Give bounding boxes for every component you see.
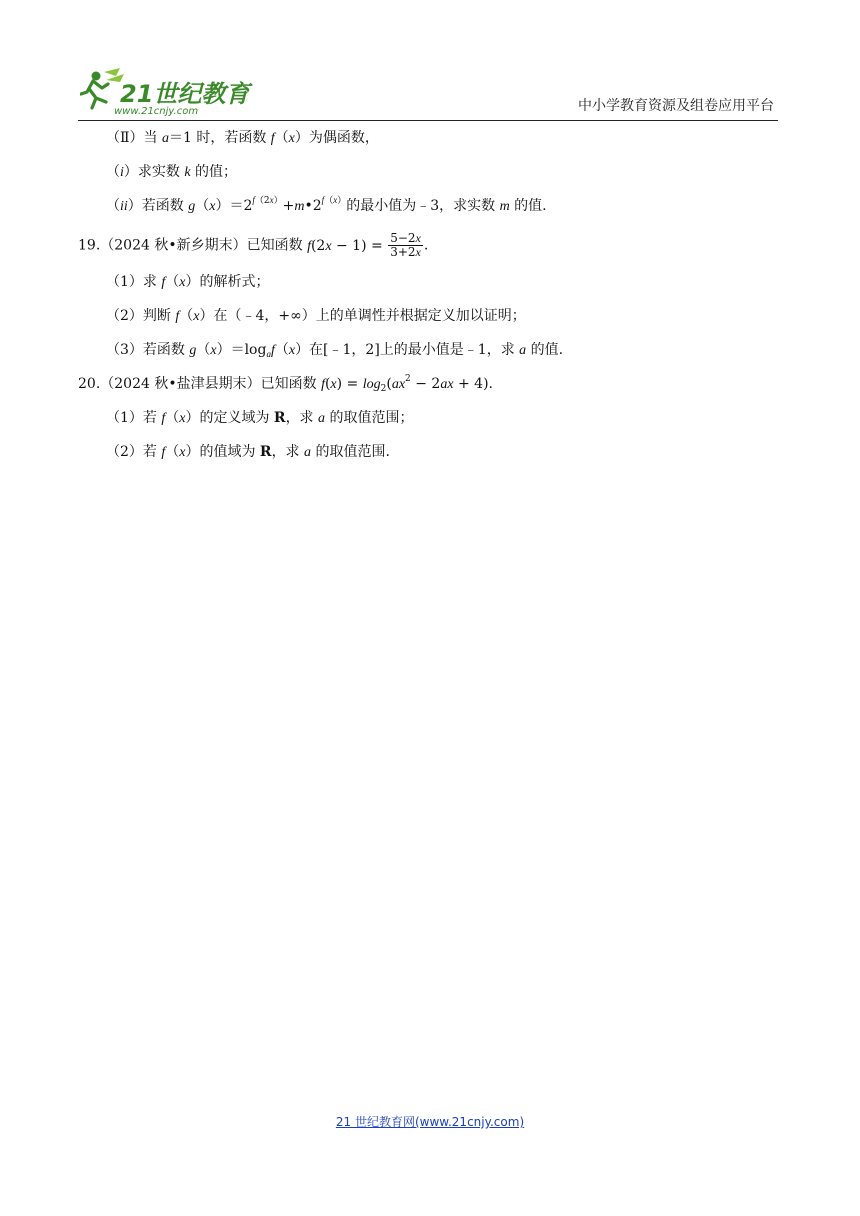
- q19-part2: （2）判断 f（x）在（﹣4，+∞）上的单调性并根据定义加以证明；: [106, 308, 526, 324]
- page-footer: [0, 1113, 860, 1130]
- q19-stem: 19.（2024 秋•新乡期末）已知函数 f(2x − 1) = $\frac{5-2x}{3+2x}$ .: [78, 231, 429, 259]
- footer-link[interactable]: 21 世纪教育网(www.21cnjy.com): [335, 1115, 525, 1129]
- fraction: $\frac{5-2x}{3+2x}$: [390, 231, 421, 259]
- 21cnjy-logo: [80, 68, 255, 116]
- q19-part1: （1）求 f（x）的解析式；: [106, 274, 270, 290]
- q18-part2-ii: （ii）若函数 $g(x)=2^{f(2x)}+m•2^{f(x)}$的最小值为﹣3，求实数 m 的值.: [106, 195, 547, 214]
- svg-text:21世纪教育: 21世纪教育: [120, 80, 250, 108]
- header-platform-text: 中小学教育资源及组卷应用平台: [578, 98, 774, 114]
- q18-part2-line: （Ⅱ）当 a＝1 时，若函数 f（x）为偶函数，: [106, 130, 379, 146]
- q20-part1: （1）若 f（x）的定义域为 R，求 a 的取值范围；: [106, 410, 414, 426]
- q19-part3: （3）若函数 $g(x)=\log_af(x)$在[﹣1，2]上的最小值是﹣1，求 a 的值.: [106, 342, 564, 359]
- page-header: [78, 66, 778, 121]
- svg-text:www.21cnjy.com: www.21cnjy.com: [114, 106, 199, 116]
- q18-part2-i: （i）求实数 k 的值；: [106, 164, 238, 180]
- q20-stem: 20.（2024 秋•盐津县期末）已知函数 $f(x) = \log_2(ax^2 - 2ax + 4)$.: [78, 374, 493, 394]
- q20-part2: （2）若 f（x）的值域为 R，求 a 的取值范围.: [106, 444, 390, 460]
